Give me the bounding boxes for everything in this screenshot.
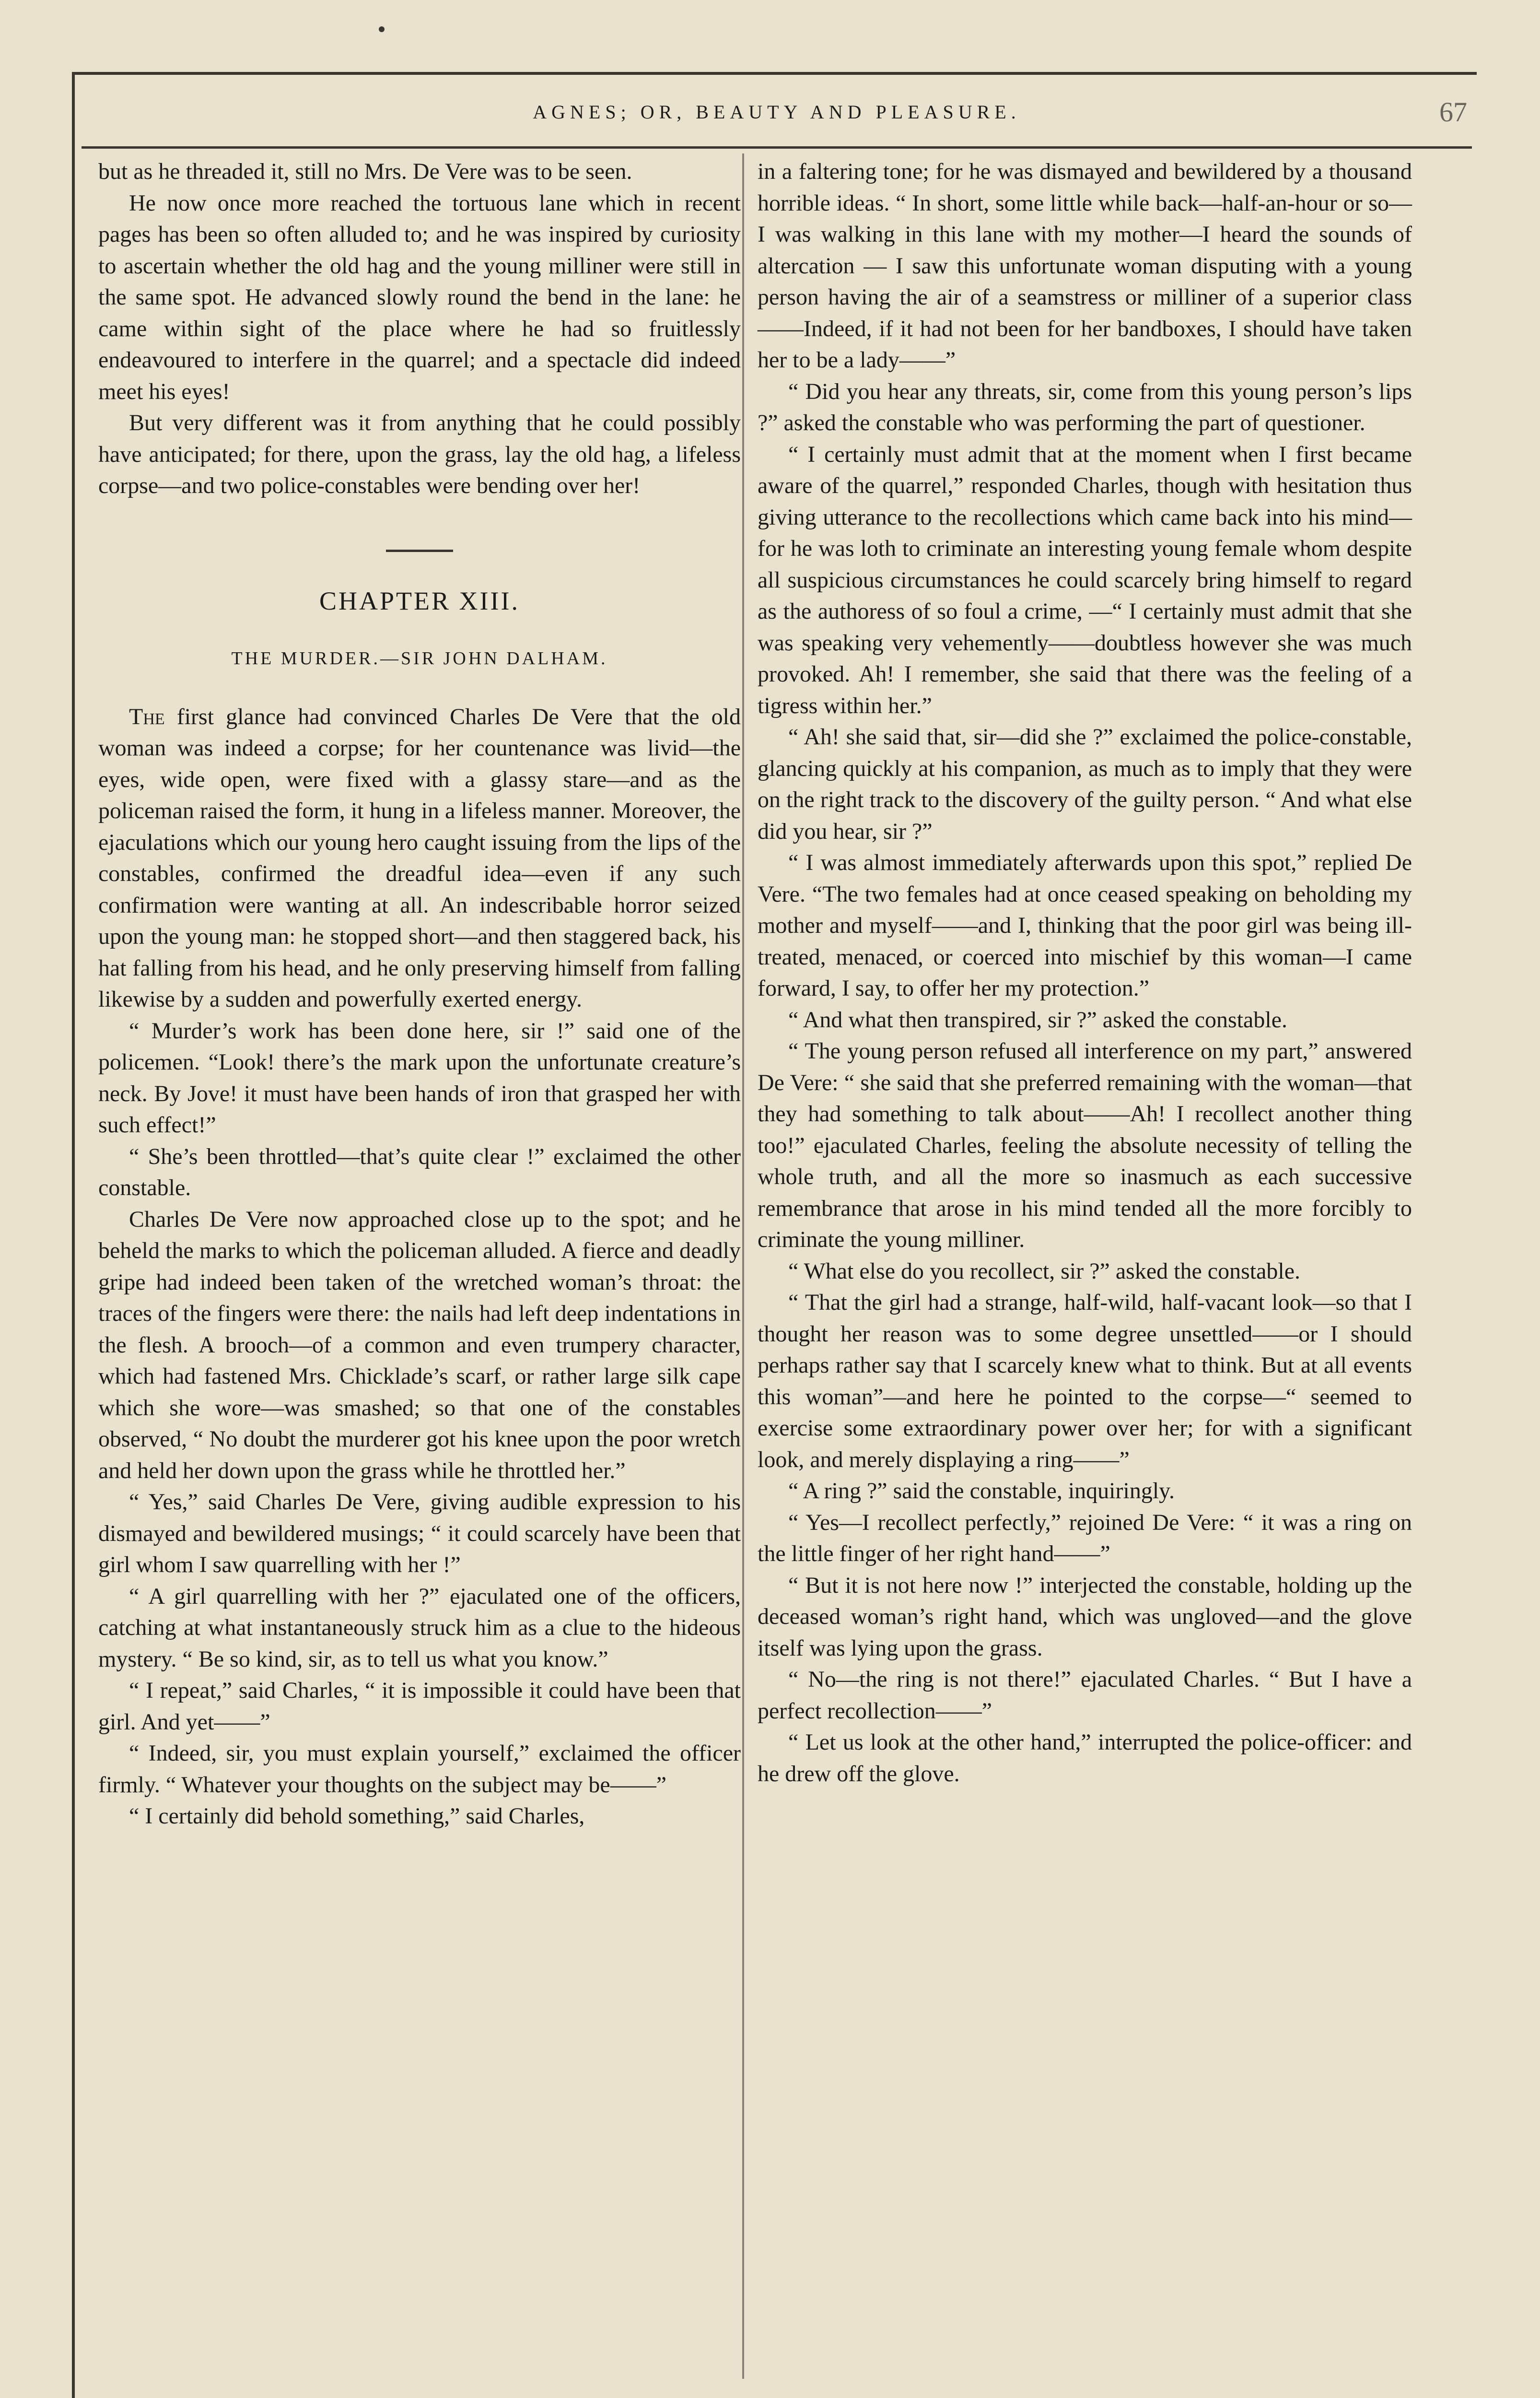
paragraph: “ Yes,” said Charles De Vere, giving audible expression to his dismayed and bewildered musings; “ it could scarcely have been that girl whom I saw quarrelling with her !”: [98, 1489, 741, 1577]
paragraph: “ Ah! she said that, sir—did she ?” exclaimed the police-constable, glancing quickly at his companion, as much as to imply that they were on the right track to the discovery of the guilty person. “ And what else did you hear, sir ?”: [758, 724, 1412, 844]
paragraph: “ But it is not here now !” interjected the constable, holding up the deceased woman’s right hand, which was ungloved—and the glove itself was lying upon the grass.: [758, 1572, 1412, 1661]
paragraph: “ I certainly must admit that at the moment when I first became aware of the quarrel,” responded Charles, though with hesitation thus giving utterance to the recollections which came back into his mind—for he was loth to criminate an interesting young female whom despite all suspicious circumstances he could scarcely bring himself to regard as the authoress of so foul a crime, —“ I certainly must admit that she was speaking very vehemently——doubtless however she was much provoked. Ah! I remember, she said that there was the feeling of a tigress within her.”: [758, 441, 1412, 718]
paragraph: “ What else do you recollect, sir ?” asked the constable.: [788, 1258, 1301, 1284]
paragraph: “ And what then transpired, sir ?” asked the constable.: [788, 1007, 1287, 1033]
opening-text: first glance had convinced Charles De Vere that the old woman was indeed a corpse; for her countenance was livid—the eyes, wide open, were fixed with a glassy stare—and as the policeman raised the form, it hung in a lifeless manner. Moreover, the ejaculations which our young hero caught issuing from the lips of the constables, confirmed the dreadful idea—even if any such confirmation were wanting at all. An indescribable horror seized upon the young man: he stopped short—and then staggered back, his hat falling from his head, and he only preserving himself from falling likewise by a sudden and powerfully exerted energy.: [98, 704, 741, 1012]
page-number: 67: [1439, 96, 1467, 128]
paragraph: “ Yes—I recollect perfectly,” rejoined De Vere: “ it was a ring on the little finger of her right hand——”: [758, 1509, 1412, 1566]
paragraph: Charles De Vere now approached close up to the spot; and he beheld the marks to which the policeman alluded. A fierce and deadly gripe had indeed been taken of the wretched woman’s throat: the traces of the fingers were there: the nails had left deep indentations in the flesh. A brooch—of a common and even trumpery character, which had fastened Mrs. Chicklade’s scarf, or rather large silk cape which she wore—was smashed; so that one of the constables observed, “ No doubt the murderer got his knee upon the poor wretch and held her down upon the grass while he throttled her.”: [98, 1206, 741, 1483]
running-header: [82, 96, 1472, 139]
running-title: AGNES; OR, BEAUTY AND PLEASURE.: [533, 101, 1021, 123]
right-column: [758, 156, 1412, 1789]
paragraph: But very different was it from anything that he could possibly have anticipated; for there, upon the grass, lay the old hag, a lifeless corpse—and two police-constables were bending over her!: [98, 410, 741, 498]
section-divider: [386, 550, 453, 552]
ink-speck: [379, 26, 385, 32]
paragraph: “ Indeed, sir, you must explain yourself,” exclaimed the officer firmly. “ Whatever your thoughts on the subject may be——”: [98, 1740, 741, 1798]
paragraph: “ I certainly did behold something,” said Charles,: [129, 1803, 585, 1829]
paragraph: “ Murder’s work has been done here, sir !” said one of the policemen. “Look! there’s the mark upon the unfortunate creature’s neck. By Jove! it must have been hands of iron that grasped her with such effect!”: [98, 1018, 741, 1138]
paragraph: “ A ring ?” said the constable, inquiringly.: [788, 1478, 1175, 1504]
opening-word: The: [129, 704, 165, 729]
paragraph: “ Did you hear any threats, sir, come from this young person’s lips ?” asked the constable who was performing the part of questioner.: [758, 378, 1412, 435]
chapter-title: CHAPTER XIII.: [319, 586, 520, 615]
paragraph: He now once more reached the tortuous lane which in recent pages has been so often alluded to; and he was inspired by curiosity to ascertain whether the old hag and the young milliner were still in the same spot. He advanced slowly round the bend in the lane: he came within sight of the place where he had so fruitlessly endeavoured to interfere in the quarrel; and a spectacle did indeed meet his eyes!: [98, 190, 741, 404]
paragraph: “ That the girl had a strange, half-wild, half-vacant look—so that I thought her reason was to some degree unsettled——or I should perhaps rather say that I scarcely knew what to think. But at all events this woman”—and here he pointed to the corpse—“ seemed to exercise some extraordinary power over her; for with a significant look, and merely displaying a ring——”: [758, 1290, 1412, 1472]
chapter-subtitle: THE MURDER.—SIR JOHN DALHAM.: [231, 648, 608, 669]
column-divider: [742, 153, 744, 2379]
paragraph: “ No—the ring is not there!” ejaculated Charles. “ But I have a perfect recollection——”: [758, 1667, 1412, 1724]
paragraph: “ A girl quarrelling with her ?” ejaculated one of the officers, catching at what instantaneously struck him as a clue to the hideous mystery. “ Be so kind, sir, as to tell us what you know.”: [98, 1583, 741, 1672]
paragraph: “ I was almost immediately afterwards upon this spot,” replied De Vere. “The two females had at once ceased speaking on beholding my mother and myself——and I, thinking that the poor girl was being ill-treated, menaced, or coerced into mischief by this woman—I came forward, I say, to offer her my protection.”: [758, 850, 1412, 1001]
paragraph: “ Let us look at the other hand,” interrupted the police-officer: and he drew off the glove.: [758, 1729, 1412, 1787]
paragraph: in a faltering tone; for he was dismayed and bewildered by a thousand horrible ideas. “ In short, some little while back—half-an-hour or so—I was walking in this lane with my mother—I heard the sounds of altercation — I saw this unfortunate woman disputing with a young person having the air of a seamstress or milliner of a superior class ——Indeed, if it had not been for her bandboxes, I should have taken her to be a lady——”: [758, 159, 1412, 373]
paragraph: but as he threaded it, still no Mrs. De Vere was to be seen.: [98, 159, 632, 184]
paragraph: “ I repeat,” said Charles, “ it is impossible it could have been that girl. And yet——”: [98, 1678, 741, 1735]
chapter-opening-paragraph: [98, 701, 741, 1015]
paragraph: “ The young person refused all interference on my part,” answered De Vere: “ she said that she preferred remaining with the woman—that they had something to talk about——Ah! I recollect another thing too!” ejaculated Charles, feeling the absolute necessity of telling the whole truth, and all the more so inasmuch as each successive remembrance that arose in his mind tended all the more forcibly to criminate the young milliner.: [758, 1038, 1412, 1252]
header-rule: [82, 146, 1472, 149]
left-column: [98, 156, 741, 1832]
paragraph: “ She’s been throttled—that’s quite clear !” exclaimed the other constable.: [98, 1143, 741, 1200]
